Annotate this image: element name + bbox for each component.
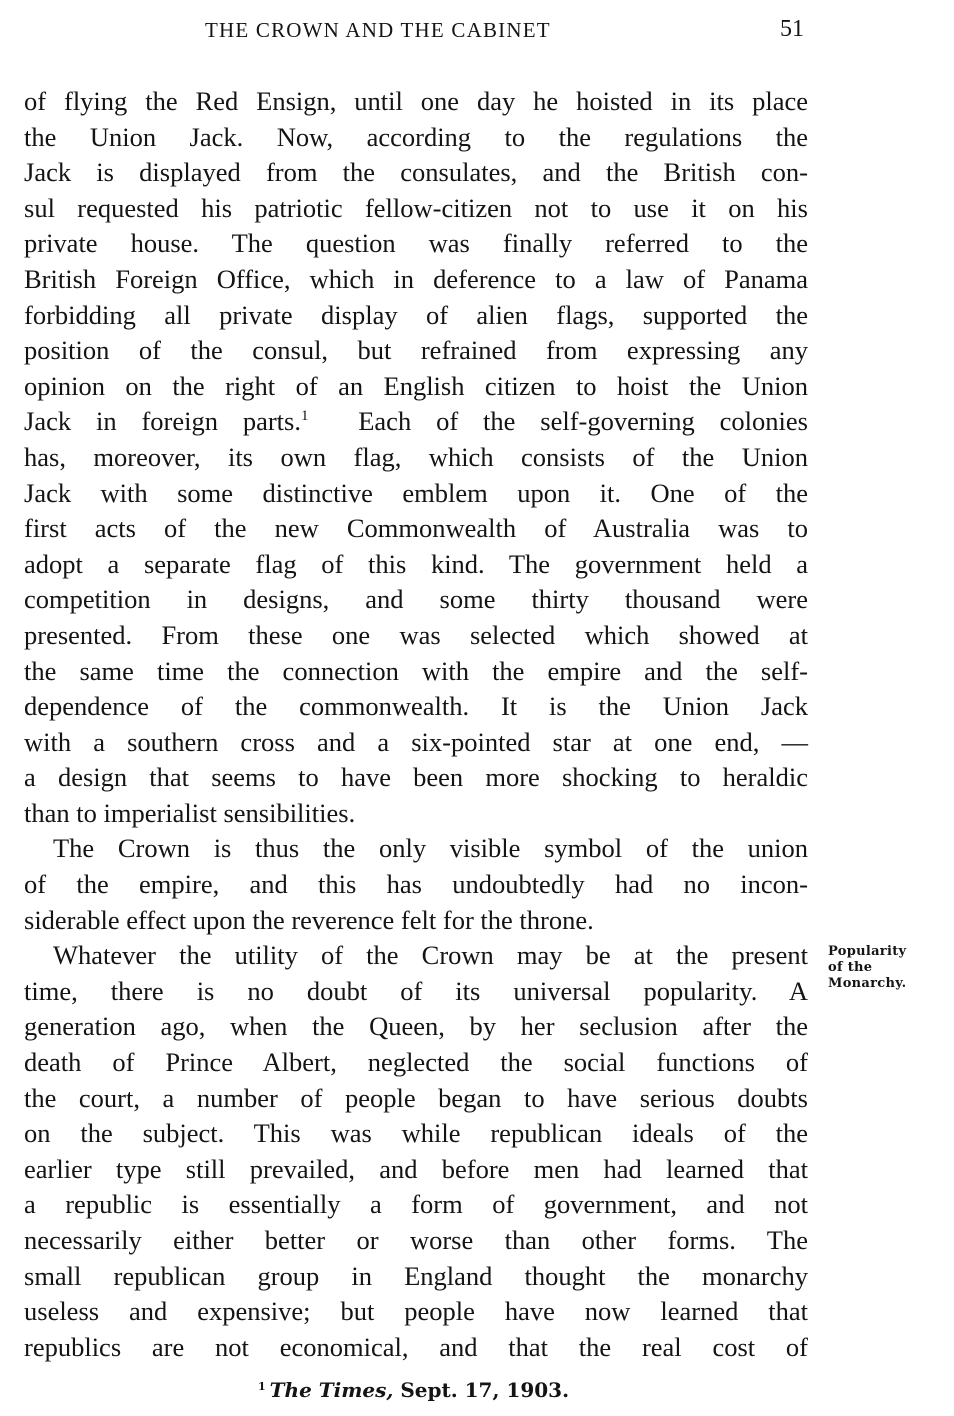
text-line: sul requested his patriotic fellow-citizen not to use it on his (24, 192, 808, 223)
footnote (258, 1378, 569, 1402)
page-number: 51 (780, 16, 804, 42)
text-line: Jack is displayed from the consulates, and the British con- (24, 157, 808, 188)
running-title: THE CROWN AND THE CABINET (205, 18, 551, 42)
text-line: necessarily either better or worse than other forms. The (24, 1225, 808, 1255)
text-line: Jack with some distinctive emblem upon it. One of the (24, 477, 808, 508)
text-line: presented. From these one was selected which showed at (24, 619, 808, 650)
text-line: on the subject. This was while republican ideals of the (24, 1118, 808, 1149)
margin-note-line: Popularity (828, 944, 907, 959)
text-line: has, moreover, its own flag, which consists of the Union (24, 441, 808, 472)
text-line: opinion on the right of an English citizen to hoist the Union (24, 370, 808, 401)
text-line: dependence of the commonwealth. It is the Union Jack (24, 691, 808, 722)
text-line: forbidding all private display of alien flags, supported the (24, 299, 808, 330)
text-line: position of the consul, but refrained from expressing any (24, 335, 808, 366)
text-line: generation ago, when the Queen, by her seclusion after the (24, 1011, 808, 1042)
margin-note-line: Monarchy. (828, 976, 907, 991)
text-line: the court, a number of people began to have serious doubts (24, 1082, 808, 1113)
text-line: of flying the Red Ensign, until one day he hoisted in its place (24, 86, 808, 116)
text-line: earlier type still prevailed, and before men had learned that (24, 1153, 808, 1184)
text-line: private house. The question was finally referred to the (24, 228, 808, 259)
footnote-date: Sept. 17, 1903. (400, 1378, 570, 1402)
text-line: British Foreign Office, which in deference to a law of Panama (24, 263, 808, 294)
text-line: a republic is essentially a form of government, and not (24, 1189, 808, 1220)
text-line: a design that seems to have been more shocking to heraldic (24, 762, 808, 793)
text-line: The Crown is thus the only visible symbol of the union (53, 833, 808, 864)
text-line: first acts of the new Commonwealth of Australia was to (24, 513, 808, 544)
footnote-mark: 1 (258, 1380, 266, 1393)
text-line-part: Each of the self-governing colonies (358, 406, 808, 437)
body-text (24, 84, 808, 1365)
text-line: siderable effect upon the reverence felt for the throne. (24, 904, 594, 935)
running-head (0, 14, 954, 50)
text-line: the same time the connection with the empire and the self- (24, 655, 808, 686)
text-line-part: Jack in foreign parts. (24, 406, 301, 437)
text-line: useless and expensive; but people have now learned that (24, 1296, 808, 1327)
text-line: republics are not economical, and that the real cost of (24, 1331, 808, 1362)
text-line: with a southern cross and a six-pointed star at one end, — (24, 726, 808, 757)
text-line: adopt a separate flag of this kind. The government held a (24, 548, 808, 579)
text-line-with-footnote (24, 404, 808, 440)
text-line: the Union Jack. Now, according to the regulations the (24, 121, 808, 152)
text-line: than to imperialist sensibilities. (24, 797, 356, 828)
text-line: Whatever the utility of the Crown may be at the present (53, 940, 808, 971)
margin-note (828, 944, 954, 992)
text-line: time, there is no doubt of its universal popularity. A (24, 975, 808, 1006)
footnote-source: The Times, (269, 1378, 394, 1402)
text-line: small republican group in England thought the monarchy (24, 1260, 808, 1291)
margin-note-line: of the (828, 960, 873, 975)
text-line: death of Prince Albert, neglected the social functions of (24, 1047, 808, 1078)
text-line: of the empire, and this has undoubtedly had no incon- (24, 869, 808, 900)
footnote-reference: 1 (300, 408, 309, 425)
text-line: competition in designs, and some thirty thousand were (24, 584, 808, 615)
